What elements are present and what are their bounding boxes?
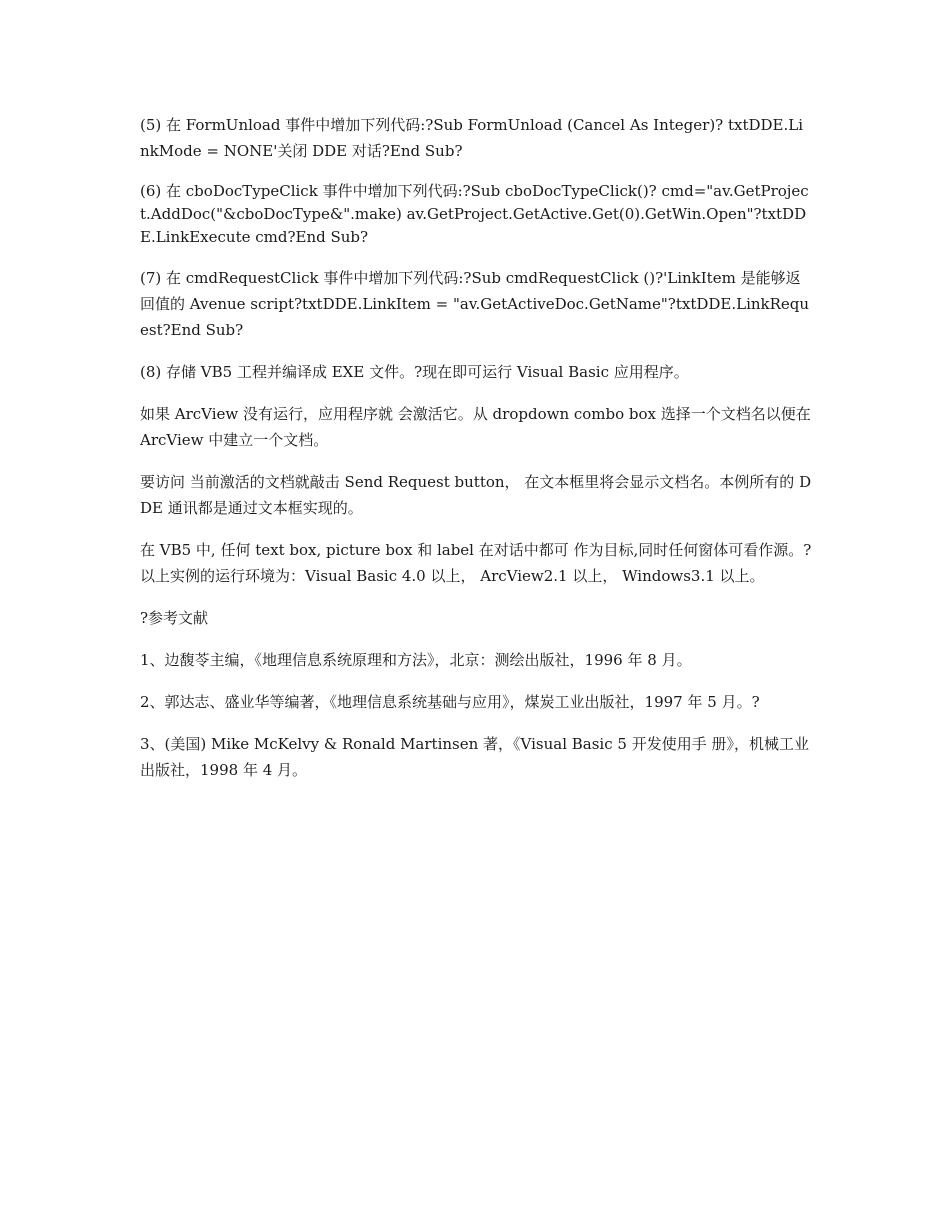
paragraph-arcview-not-running: 如果 ArcView 没有运行，应用程序就 会激活它。从 dropdown combo box 选择一个文档名以便在 ArcView 中建立一个文档。 — [140, 405, 811, 449]
reference-item-3: 3、(美国) Mike McKelvy & Ronald Martinsen 著，《Visual Basic 5 开发使用手 册》，机械工业出版社，1998 年 4 月。 — [140, 735, 809, 779]
reference-item-2: 2、郭达志、盛业华等编著，《地理信息系统基础与应用》，煤炭工业出版社，1997 年 5 月。? — [140, 693, 760, 711]
references-heading: ?参考文献 — [140, 609, 209, 627]
document-body — [140, 112, 812, 799]
paragraph-step-8: (8) 存储 VB5 工程并编译成 EXE 文件。?现在即可运行 Visual Basic 应用程序。 — [140, 363, 689, 381]
paragraph-step-7: (7) 在 cmdRequestClick 事件中增加下列代码:?Sub cmdRequestClick ()?'LinkItem 是能够返回值的 Avenue script?txtDDE.LinkItem = "av.GetActiveDoc.GetName"?txtDDE.LinkRequest?End Sub? — [140, 269, 810, 339]
reference-item-1: 1、边馥苓主编，《地理信息系统原理和方法》，北京：测绘出版社，1996 年 8 月。 — [140, 651, 692, 669]
paragraph-vb5-targets: 在 VB5 中, 任何 text box, picture box 和 label 在对话中都可 作为目标,同时任何窗体可看作源。?以上实例的运行环境为：Visual Basic 4.0 以上， ArcView2.1 以上， Windows3.1 以上。 — [140, 541, 812, 585]
paragraph-send-request: 要访问 当前激活的文档就敲击 Send Request button， 在文本框里将会显示文档名。本例所有的 DDE 通讯都是通过文本框实现的。 — [140, 473, 812, 517]
paragraph-step-6: (6) 在 cboDocTypeClick 事件中增加下列代码:?Sub cboDocTypeClick()? cmd="av.GetProject.AddDoc("&cboDocType&".make) av.GetProject.GetActive.Get(0).GetWin.Open"?txtDDE.LinkExecute cmd?End Sub? — [140, 182, 809, 246]
paragraph-step-5: (5) 在 FormUnload 事件中增加下列代码:?Sub FormUnload (Cancel As Integer)? txtDDE.LinkMode = NONE'关闭 DDE 对话?End Sub? — [140, 116, 804, 160]
